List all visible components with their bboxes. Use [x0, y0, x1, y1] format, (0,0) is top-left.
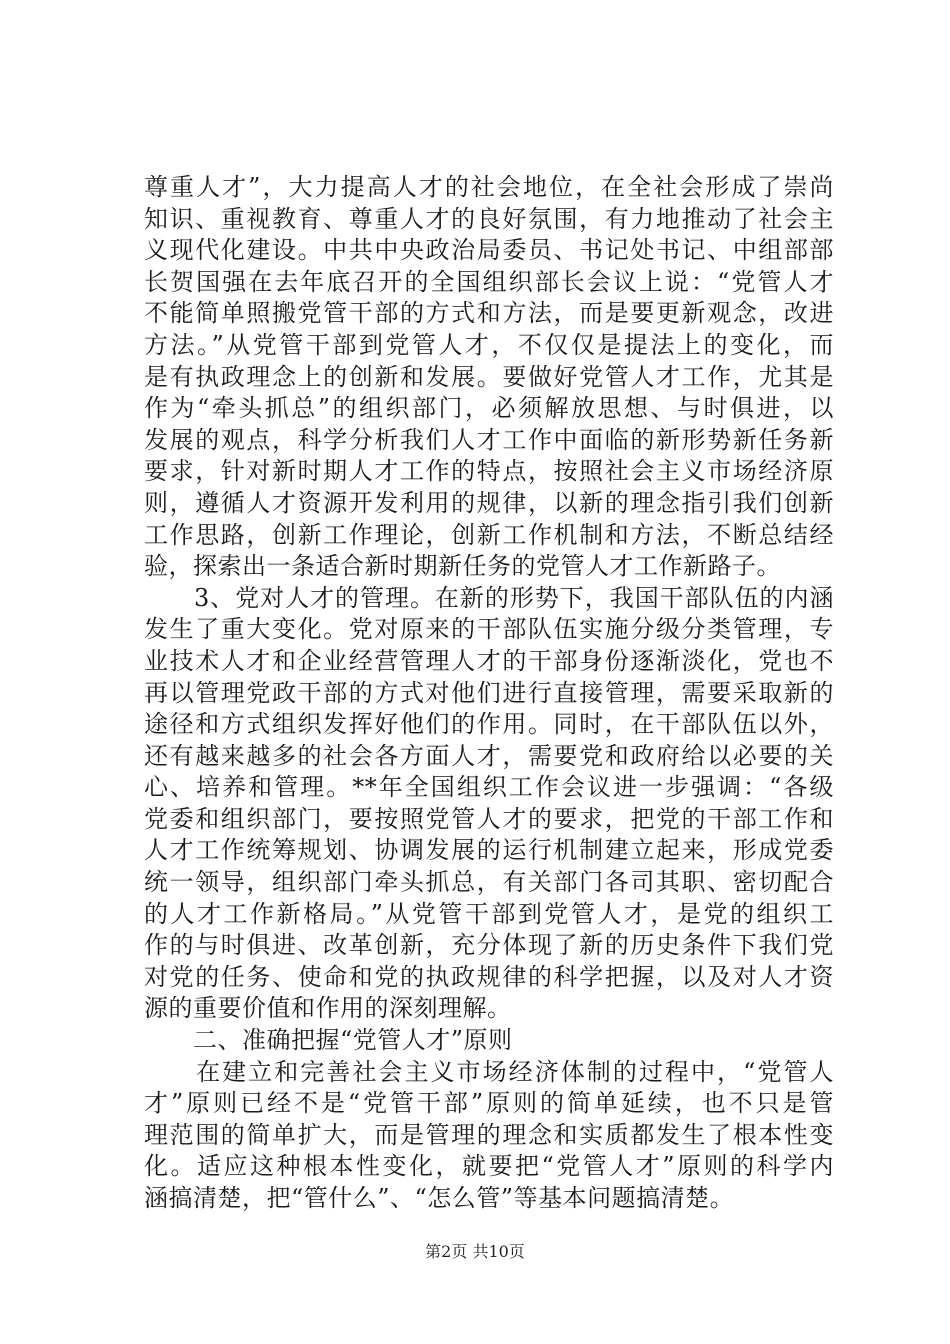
text-line: 是有执政理念上的创新和发展。要做好党管人才工作，尤其是 [144, 362, 834, 391]
text-line: 统一领导，组织部门牵头抓总，有关部门各司其职、密切配合 [144, 868, 834, 897]
text-line: 验，探索出一条适合新时期新任务的党管人才工作新路子。 [144, 552, 781, 581]
text-line: 发生了重大变化。党对原来的干部队伍实施分级分类管理，专 [144, 615, 834, 644]
section-heading: 二、准确把握“党管人才”原则 [144, 1026, 513, 1055]
text-line: 义现代化建设。中共中央政治局委员、书记处书记、中组部部 [144, 236, 834, 265]
text-line: 长贺国强在去年底召开的全国组织部长会议上说：“党管人才 [144, 267, 834, 296]
text-line: 党委和组织部门，要按照党管人才的要求，把党的干部工作和 [144, 804, 834, 833]
text-line: 的人才工作新格局。”从党管干部到党管人才，是党的组织工 [144, 899, 834, 928]
text-line: 涵搞清楚，把“管什么”、“怎么管”等基本问题搞清楚。 [144, 1184, 735, 1212]
text-line: 途径和方式组织发挥好他们的作用。同时，在干部队伍以外， [144, 710, 834, 739]
page-number-footer: 第2页 共10页 [425, 1242, 525, 1261]
text-line: 理范围的简单扩大，而是管理的理念和实质都发生了根本性变 [144, 1120, 834, 1149]
text-line: 化。适应这种根本性变化，就要把“党管人才”原则的科学内 [144, 1152, 834, 1181]
text-line: 则，遵循人才资源开发利用的规律，以新的理念指引我们创新 [144, 488, 834, 517]
text-line: 作为“牵头抓总”的组织部门，必须解放思想、与时俱进，以 [144, 394, 834, 423]
text-line: 才”原则已经不是“党管干部”原则的简单延续，也不只是管 [144, 1089, 834, 1118]
body-text [144, 172, 834, 1215]
text-line: 人才工作统筹规划、协调发展的运行机制建立起来，形成党委 [144, 836, 834, 865]
text-line: 再以管理党政干部的方式对他们进行直接管理，需要采取新的 [144, 678, 834, 707]
text-line: 对党的任务、使命和党的执政规律的科学把握，以及对人才资 [144, 962, 834, 991]
text-line: 源的重要价值和作用的深刻理解。 [144, 994, 512, 1023]
text-line: 还有越来越多的社会各方面人才，需要党和政府给以必要的关 [144, 741, 834, 770]
text-line: 业技术人才和企业经营管理人才的干部身份逐渐淡化，党也不 [144, 646, 834, 675]
text-line: 尊重人才”，大力提高人才的社会地位，在全社会形成了崇尚 [144, 173, 834, 201]
text-line: 方法。”从党管干部到党管人才，不仅仅是提法上的变化，而 [144, 330, 834, 359]
text-line: 不能简单照搬党管干部的方式和方法，而是要更新观念，改进 [144, 299, 834, 328]
text-line: 知识、重视教育、尊重人才的良好氛围，有力地推动了社会主 [144, 204, 834, 233]
text-line: 工作思路，创新工作理论，创新工作机制和方法，不断总结经 [144, 520, 834, 549]
text-line: 作的与时俱进、改革创新，充分体现了新的历史条件下我们党 [144, 931, 834, 960]
text-line: 要求，针对新时期人才工作的特点，按照社会主义市场经济原 [144, 457, 834, 486]
text-line: 在建立和完善社会主义市场经济体制的过程中，“党管人 [144, 1057, 834, 1086]
text-line: 心、培养和管理。**年全国组织工作会议进一步强调：“各级 [144, 773, 834, 802]
text-line: 3、党对人才的管理。在新的形势下，我国干部队伍的内涵 [144, 583, 834, 612]
text-line: 发展的观点，科学分析我们人才工作中面临的新形势新任务新 [144, 425, 834, 454]
